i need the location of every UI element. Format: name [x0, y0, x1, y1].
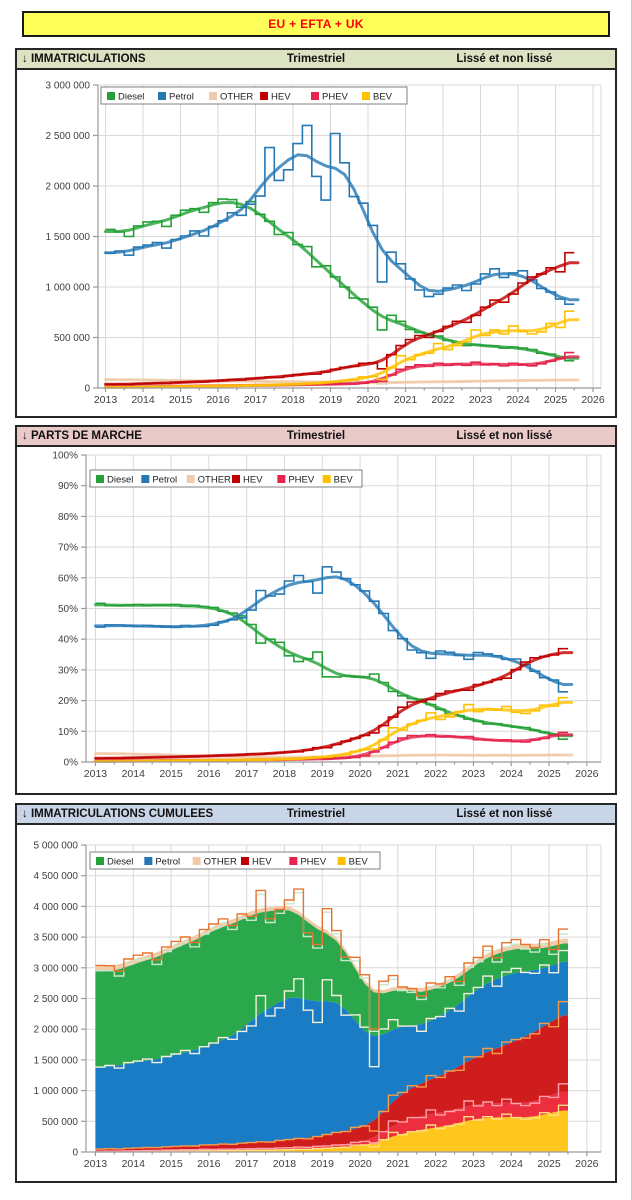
legend-label-other: OTHER — [197, 474, 231, 486]
smoothed-hev — [96, 653, 572, 759]
legend — [90, 470, 362, 487]
x-tick-label: 2022 — [423, 768, 448, 780]
y-tick-label: 2 000 000 — [33, 1024, 78, 1036]
legend-label-hev: HEV — [271, 91, 291, 103]
y-tick-label: 10% — [57, 726, 78, 738]
x-tick-label: 2023 — [468, 394, 493, 406]
x-tick-label: 2015 — [159, 1158, 183, 1170]
x-tick-label: 2020 — [356, 394, 380, 406]
stacked-areas — [96, 906, 569, 1152]
legend-swatch-hev — [260, 92, 268, 100]
x-tick-label: 2013 — [83, 1158, 108, 1170]
parts-de-marche-chart — [17, 447, 615, 791]
y-tick-label: 0 — [84, 383, 90, 395]
legend-label-phev: PHEV — [300, 856, 327, 868]
smoothed-petrol — [96, 577, 572, 685]
panel-subtitle: Trimestriel — [286, 430, 346, 442]
legend-swatch-petrol — [144, 857, 152, 865]
x-tick-label: 2022 — [431, 394, 455, 406]
legend-box — [101, 87, 407, 104]
x-tick-label: 2025 — [537, 1158, 561, 1170]
legend-swatch-hev — [241, 857, 249, 865]
legend-label-hev: HEV — [252, 856, 272, 868]
x-tick-label: 2022 — [423, 1158, 448, 1170]
x-tick-label: 2026 — [581, 394, 605, 406]
x-tick-label: 2020 — [348, 1158, 372, 1170]
panel-subtitle: Trimestriel — [286, 53, 346, 65]
x-tick-label: 2018 — [272, 768, 297, 780]
series-lines — [96, 567, 572, 762]
y-tick-label: 3 000 000 — [45, 80, 90, 92]
immatriculations-chart — [17, 70, 615, 414]
stepped-bev — [106, 311, 575, 387]
x-tick-label: 2014 — [121, 1158, 145, 1170]
panel-title: ↓ PARTS DE MARCHE — [22, 430, 142, 442]
panel-note: Lissé et non lissé — [456, 53, 553, 65]
stepped-petrol — [96, 567, 569, 692]
legend-swatch-diesel — [107, 92, 115, 100]
grid — [98, 85, 601, 388]
panel-parts-de-marche-header — [17, 427, 615, 447]
y-tick-label: 1 000 000 — [33, 1086, 78, 1098]
panel-note: Lissé et non lissé — [456, 808, 553, 820]
x-tick-label: 2025 — [537, 768, 561, 780]
legend-label-petrol: Petrol — [155, 856, 181, 868]
panel-immatriculations-cumulees — [15, 803, 617, 1183]
smoothed-bev — [106, 320, 579, 388]
x-axis-labels — [84, 768, 599, 780]
y-tick-label: 50% — [57, 604, 78, 615]
panel-immatriculations-cumulees-header — [17, 805, 615, 825]
legend-swatch-phev — [277, 475, 285, 483]
y-tick-label: 3 500 000 — [33, 932, 78, 944]
stepped-hev — [96, 649, 569, 759]
x-tick-label: 2021 — [386, 768, 410, 780]
x-tick-label: 2026 — [575, 768, 599, 780]
legend-label-phev: PHEV — [288, 474, 315, 486]
x-tick-label: 2024 — [499, 1158, 523, 1170]
legend-swatch-phev — [311, 92, 319, 100]
axes — [93, 85, 601, 392]
y-tick-label: 2 000 000 — [45, 181, 90, 193]
x-tick-label: 2019 — [318, 394, 343, 406]
x-tick-label: 2023 — [461, 1158, 486, 1170]
legend-label-other: OTHER — [220, 91, 254, 103]
legend-label-hev: HEV — [243, 474, 263, 486]
legend-swatch-other — [193, 857, 201, 865]
y-tick-label: 2 500 000 — [33, 994, 78, 1005]
y-tick-label: 70% — [57, 542, 78, 554]
y-tick-label: 4 500 000 — [33, 871, 78, 883]
legend — [90, 852, 380, 869]
y-tick-label: 80% — [57, 511, 78, 523]
region-banner-label: EU + EFTA + UK — [268, 17, 364, 31]
y-tick-label: 1 500 000 — [33, 1055, 78, 1067]
y-tick-label: 2 500 000 — [45, 131, 90, 142]
series-lines — [106, 125, 579, 387]
y-tick-label: 500 000 — [41, 1116, 78, 1128]
legend-swatch-petrol — [141, 475, 149, 483]
panel-note: Lissé et non lissé — [456, 430, 553, 442]
legend-label-diesel: Diesel — [107, 856, 134, 868]
legend-label-diesel: Diesel — [118, 91, 145, 103]
stepped-diesel — [106, 199, 575, 361]
legend-swatch-other — [209, 92, 217, 100]
panel-subtitle: Trimestriel — [286, 808, 346, 820]
y-tick-label: 90% — [57, 481, 78, 493]
x-tick-label: 2024 — [499, 768, 523, 780]
x-axis-labels — [84, 1158, 599, 1170]
y-tick-label: 3 000 000 — [33, 963, 78, 975]
y-tick-label: 20% — [57, 696, 78, 708]
legend-label-bev: BEV — [348, 856, 368, 868]
region-banner — [22, 11, 610, 37]
x-tick-label: 2013 — [83, 768, 108, 780]
y-tick-label: 4 000 000 — [33, 901, 78, 913]
x-tick-label: 2018 — [281, 394, 305, 406]
y-tick-label: 500 000 — [53, 333, 90, 344]
legend-label-bev: BEV — [373, 91, 393, 103]
x-tick-label: 2016 — [197, 1158, 221, 1170]
x-tick-label: 2025 — [543, 394, 568, 406]
immatriculations-cumulees-chart — [17, 825, 615, 1179]
legend-label-other: OTHER — [203, 856, 237, 868]
x-tick-label: 2015 — [168, 394, 193, 406]
y-tick-label: 1 000 000 — [45, 282, 90, 294]
x-tick-label: 2017 — [234, 1158, 259, 1170]
legend-swatch-bev — [323, 475, 331, 483]
y-tick-label: 40% — [57, 634, 78, 646]
smoothed-bev — [96, 702, 572, 761]
legend-label-phev: PHEV — [322, 91, 348, 103]
panel-title: ↓ IMMATRICULATIONS CUMULEES — [22, 808, 214, 820]
panel-immatriculations — [15, 48, 617, 418]
legend-swatch-other — [187, 475, 195, 483]
y-axis-labels — [34, 841, 79, 1159]
legend-swatch-diesel — [96, 475, 104, 483]
y-tick-label: 0% — [63, 757, 78, 769]
legend-label-diesel: Diesel — [107, 474, 134, 486]
x-tick-label: 2020 — [348, 768, 372, 780]
y-axis-labels — [52, 451, 78, 769]
x-tick-label: 2017 — [243, 394, 268, 406]
y-tick-label: 5 000 000 — [33, 840, 78, 852]
x-tick-label: 2017 — [234, 768, 259, 780]
legend-swatch-bev — [362, 92, 370, 100]
stepped-bev — [96, 698, 569, 762]
x-tick-label: 2016 — [197, 768, 221, 780]
x-tick-label: 2018 — [272, 1158, 297, 1170]
grid — [86, 455, 601, 762]
y-tick-label: 1 500 000 — [45, 232, 90, 243]
x-tick-label: 2026 — [575, 1158, 599, 1170]
x-tick-label: 2014 — [121, 768, 145, 780]
x-tick-label: 2021 — [386, 1158, 410, 1170]
x-tick-label: 2019 — [310, 768, 334, 780]
x-tick-label: 2016 — [206, 394, 230, 406]
axes — [81, 455, 601, 766]
x-tick-label: 2015 — [159, 768, 183, 780]
y-tick-label: 0 — [72, 1147, 78, 1159]
x-tick-label: 2021 — [393, 394, 418, 406]
legend — [101, 87, 407, 104]
y-tick-label: 30% — [57, 665, 78, 677]
legend-label-petrol: Petrol — [152, 474, 178, 486]
x-tick-label: 2013 — [93, 394, 118, 406]
legend-swatch-diesel — [96, 857, 104, 865]
legend-swatch-petrol — [158, 92, 166, 100]
x-axis-labels — [94, 394, 605, 406]
smoothed-diesel — [106, 203, 579, 359]
y-tick-label: 100% — [52, 450, 78, 462]
x-tick-label: 2023 — [461, 768, 486, 780]
x-tick-label: 2019 — [310, 1158, 334, 1170]
legend-swatch-hev — [232, 475, 240, 483]
legend-label-bev: BEV — [333, 474, 353, 486]
y-tick-label: 60% — [57, 573, 78, 585]
legend-swatch-phev — [289, 857, 297, 865]
x-tick-label: 2024 — [506, 394, 530, 406]
x-tick-label: 2014 — [131, 394, 155, 406]
panel-title: ↓ IMMATRICULATIONS — [22, 53, 146, 65]
legend-swatch-bev — [338, 857, 346, 865]
y-axis-labels — [46, 81, 91, 395]
panel-parts-de-marche — [15, 425, 617, 795]
legend-label-petrol: Petrol — [169, 91, 194, 103]
panel-immatriculations-header — [17, 50, 615, 70]
